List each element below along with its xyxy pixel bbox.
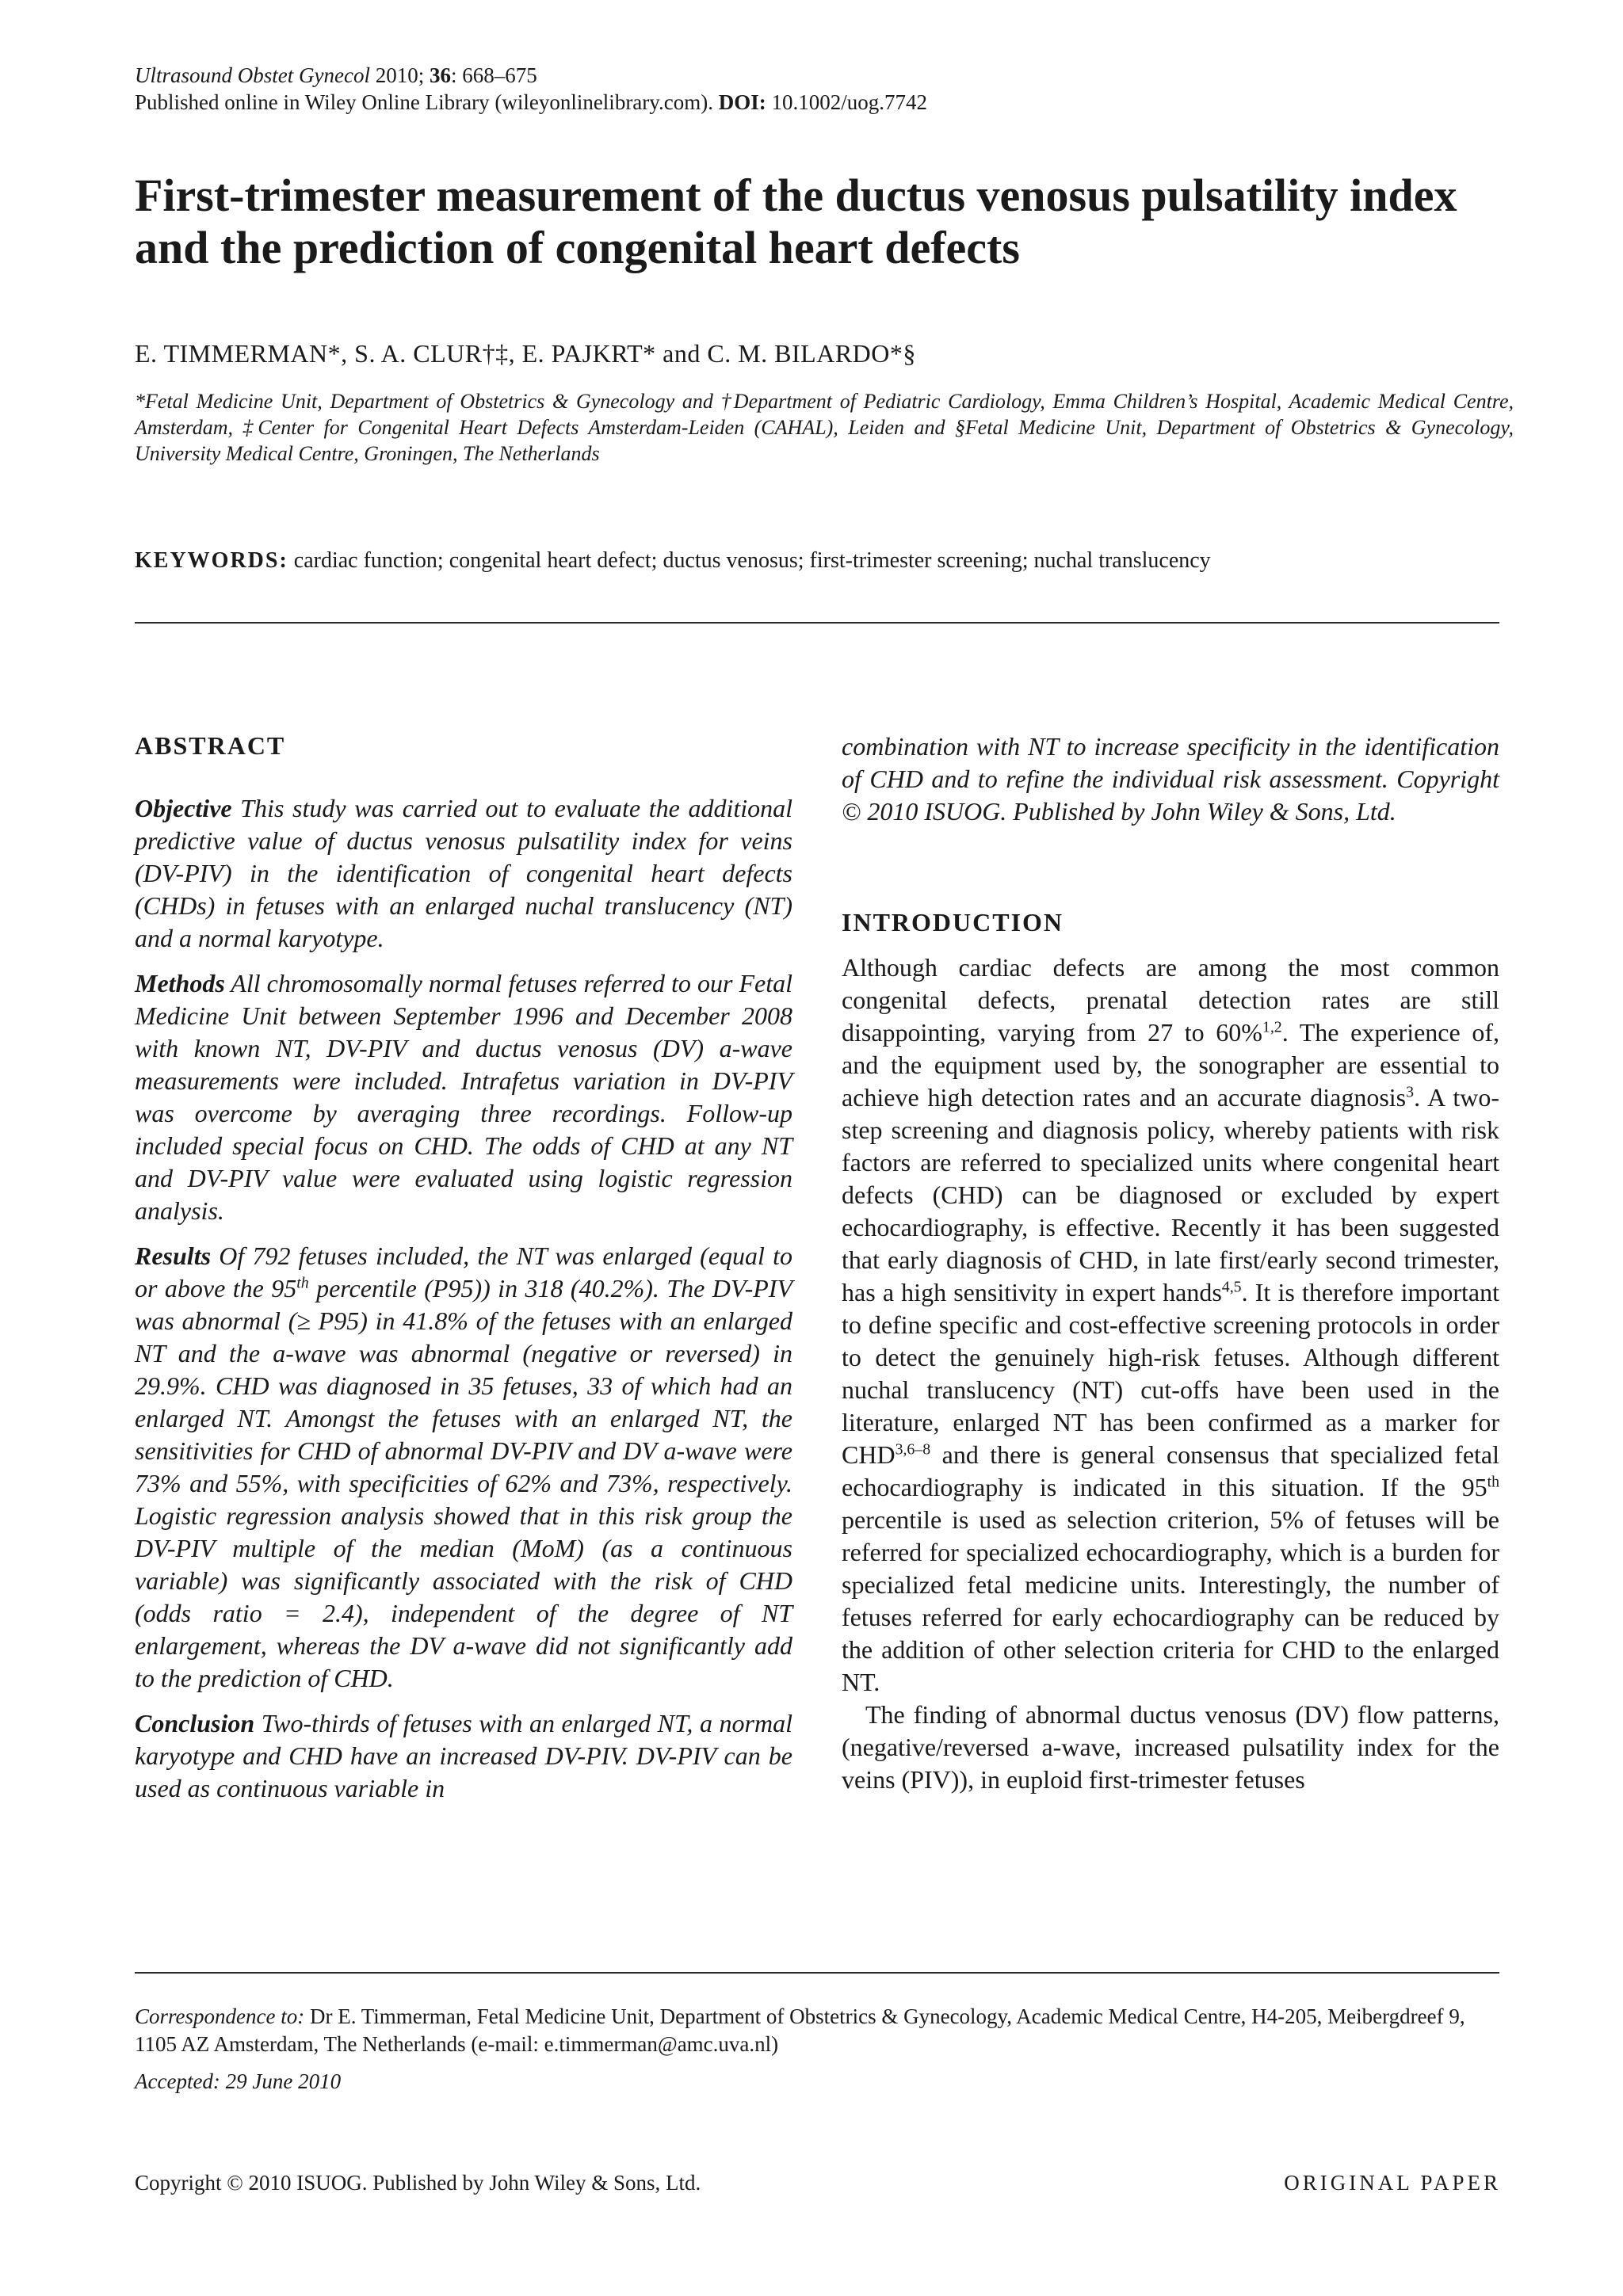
- conclusion-text: Two-thirds of fetuses with an enlarged NT, a normal karyotype and CHD have an increased DV-PIV. DV-PIV can be used as continuous variable in: [135, 1709, 793, 1802]
- published-line: [135, 89, 927, 116]
- intro-text-e: and there is general consensus that specialized fetal echocardiography is indicated in this situation. If the 95: [842, 1440, 1499, 1501]
- intro-text-d: . It is therefore important to define specific and cost-effective screening protocols in order to detect the genuinely high-risk fetuses. Although different nuchal translucency (NT) cut-offs have been used in the literature, enlarged NT has been confirmed as a marker for CHD: [842, 1278, 1500, 1469]
- keywords-label: KEYWORDS:: [135, 548, 288, 573]
- intro-text-c: . A two-step screening and diagnosis policy, whereby patients with risk factors are referred to specialized units where congenital heart defects (CHD) can be diagnosed or excluded by expert echocardiography, is effective. Recently it has been suggested that early diagnosis of CHD, in late first/early second trimester, has a high sensitivity in expert hands: [842, 1083, 1500, 1306]
- introduction-body: [842, 952, 1499, 1796]
- abstract-heading: ABSTRACT: [135, 731, 286, 760]
- right-column: [842, 730, 1499, 1796]
- methods-label: Methods: [135, 969, 225, 997]
- abstract-objective: [135, 792, 792, 955]
- journal-volume: 36: [429, 63, 451, 87]
- objective-label: Objective: [135, 794, 232, 822]
- intro-paragraph-2: The finding of abnormal ductus venosus (DV) flow patterns, (negative/reversed a-wave, increased pulsatility index for the veins (PIV)), in euploid first-trimester fetuses: [842, 1700, 1499, 1794]
- abstract-conclusion: [135, 1707, 792, 1805]
- citation-sup: 1,2: [1262, 1018, 1282, 1036]
- correspondence-note: [135, 2003, 1499, 2058]
- published-text: Published online in Wiley Online Library (wileyonlinelibrary.com).: [135, 90, 719, 114]
- abstract-column: [135, 730, 792, 1817]
- journal-pages: : 668–675: [450, 63, 537, 87]
- introduction-heading: INTRODUCTION: [842, 908, 1064, 936]
- intro-text-b: . The experience of, and the equipment used by, the sonographer are essential to achieve high detection rates and an accurate diagnosis: [842, 1018, 1500, 1112]
- results-text-b: percentile (P95)) in 318 (40.2%). The DV-PIV was abnormal (≥ P95) in 41.8% of the fetuses with an enlarged NT and the a-wave was abnormal (negative or reversed) in 29.9%. CHD was diagnosed in 35 fetuses, 33 of which had an enlarged NT. Amongst the fetuses with an enlarged NT, the sensitivities for CHD of abnormal DV-PIV and DV a-wave were 73% and 55%, with specificities of 62% and 73%, respectively. Logistic regression analysis showed that in this risk group the DV-PIV multiple of the median (MoM) (as a continuous variable) was significantly associated with the risk of CHD (odds ratio = 2.4), independent of the degree of NT enlargement, whereas the DV a-wave did not significantly add to the prediction of CHD.: [135, 1274, 793, 1692]
- doi-value: 10.1002/uog.7742: [766, 90, 928, 114]
- author-list: E. TIMMERMAN*, S. A. CLUR†‡, E. PAJKRT* and C. M. BILARDO*§: [135, 339, 916, 368]
- affiliations: *Fetal Medicine Unit, Department of Obstetrics & Gynecology and †Department of Pediatric Cardiology, Emma Children’s Hospital, Academic Medical Centre, Amsterdam, ‡Center for Congenital Heart Defects Amsterdam-Leiden (CAHAL), Leiden and §Fetal Medicine Unit, Department of Obstetrics & Gynecology, University Medical Centre, Groningen, The Netherlands: [135, 390, 1514, 465]
- citation-sup: 3,6–8: [895, 1440, 931, 1459]
- citation-sup: 3: [1406, 1083, 1415, 1101]
- abstract-results: [135, 1240, 792, 1695]
- abstract-methods: [135, 967, 792, 1227]
- intro-paragraph-1: [842, 952, 1499, 1699]
- citation-sup: 4,5: [1221, 1278, 1242, 1296]
- journal-citation: [135, 62, 927, 116]
- results-label: Results: [135, 1241, 212, 1270]
- objective-text: This study was carried out to evaluate the additional predictive value of ductus venosus pulsatility index for veins (DV-PIV) in the identification of congenital heart defects (CHDs) in fetuses with an enlarged nuchal translucency (NT) and a normal karyotype.: [135, 794, 793, 952]
- keywords: [135, 548, 1211, 574]
- methods-text: All chromosomally normal fetuses referred to our Fetal Medicine Unit between September 1996 and December 2008 with known NT, DV-PIV and ductus venosus (DV) a-wave measurements were included. Intrafetus variation in DV-PIV was overcome by averaging three recordings. Follow-up included special focus on CHD. The odds of CHD at any NT and DV-PIV value were evaluated using logistic regression analysis.: [135, 969, 793, 1225]
- intro-text-a: Although cardiac defects are among the most common congenital defects, prenatal detection rates are still disappointing, varying from 27 to 60%: [842, 953, 1499, 1047]
- intro-text-f: percentile is used as selection criterion, 5% of fetuses will be referred for specialized echocardiography, which is a burden for specialized fetal medicine units. Interestingly, the number of fetuses referred for early echocardiography can be reduced by the addition of other selection criteria for CHD to the enlarged NT.: [842, 1505, 1499, 1696]
- accepted-date: Accepted: 29 June 2010: [135, 2069, 342, 2093]
- keywords-text: cardiac function; congenital heart defect; ductus venosus; first-trimester screening; nuchal translucency: [293, 548, 1211, 573]
- doi-label: DOI:: [718, 90, 766, 114]
- footer-copyright: Copyright © 2010 ISUOG. Published by John Wiley & Sons, Ltd.: [135, 2171, 701, 2195]
- correspondence-text: Dr E. Timmerman, Fetal Medicine Unit, Department of Obstetrics & Gynecology, Academic Medical Centre, H4-205, Meibergdreef 9, 1105 AZ Amsterdam, The Netherlands (e-mail: e.timmerman@amc.uva.nl): [135, 2004, 1465, 2056]
- divider-bottom: [135, 1972, 1499, 1974]
- correspondence-label: Correspondence to:: [135, 2004, 305, 2028]
- article-type: ORIGINAL PAPER: [1284, 2171, 1501, 2195]
- journal-line: [135, 62, 927, 89]
- results-text-a: Of 792 fetuses included, the NT was enlarged (equal to or above the 95: [135, 1241, 792, 1302]
- divider-top: [135, 622, 1499, 624]
- article-title: First-trimester measurement of the ductus venosus pulsatility index and the prediction of congenital heart defects: [135, 170, 1457, 273]
- conclusion-continued: combination with NT to increase specificity in the identification of CHD and to refine the individual risk assessment. Copyright © 2010 ISUOG. Published by John Wiley & Sons, Ltd.: [842, 732, 1499, 826]
- ordinal-sup: th: [1487, 1473, 1499, 1491]
- conclusion-label: Conclusion: [135, 1709, 255, 1737]
- results-sup: th: [296, 1274, 309, 1292]
- journal-name: Ultrasound Obstet Gynecol: [135, 63, 370, 87]
- journal-year: 2010;: [369, 63, 430, 87]
